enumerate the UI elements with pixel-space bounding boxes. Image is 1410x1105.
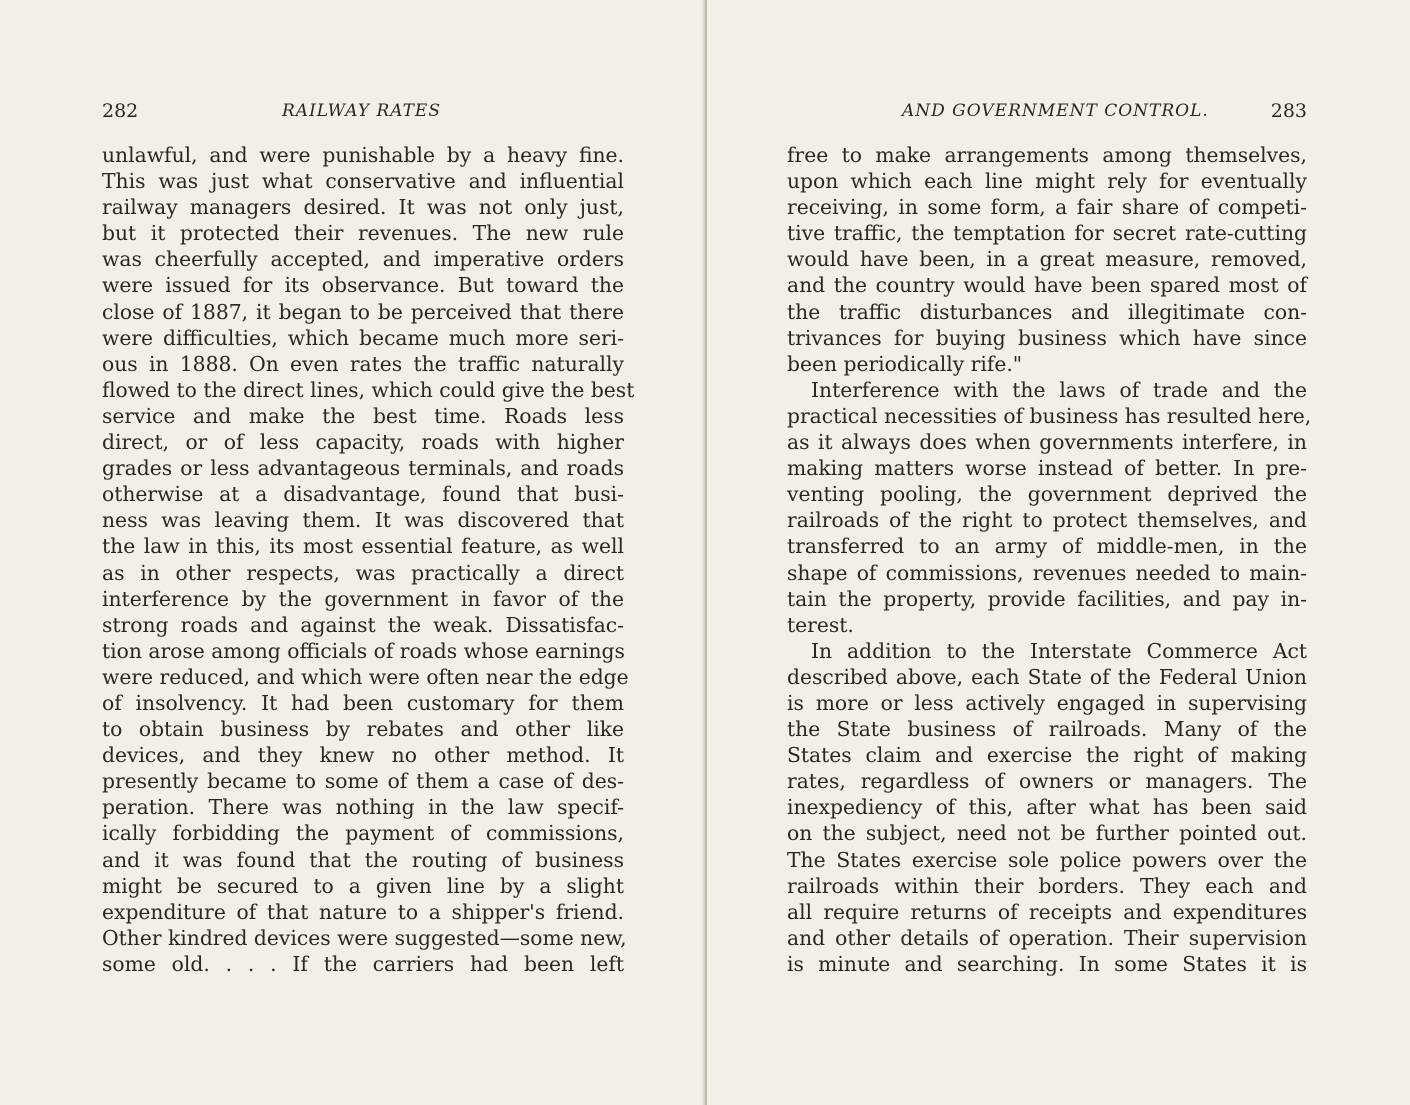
text-line: were issued for its observance. But toward the (102, 273, 624, 298)
text-line: described above, each State of the Federal Union (787, 664, 1307, 689)
text-line: as it always does when governments interfere, in (787, 430, 1307, 455)
running-head: RAILWAY RATES (282, 101, 441, 121)
text-line: This was just what conservative and influential (102, 169, 624, 194)
page-number: 282 (102, 100, 139, 122)
text-line: trivances for buying business which have since (787, 325, 1307, 350)
text-line: flowed to the direct lines, which could give the best (102, 377, 635, 402)
text-line: and it was found that the routing of business (102, 847, 624, 872)
text-line: rates, regardless of owners or managers. The (787, 769, 1307, 794)
text-line: but it protected their revenues. The new rule (102, 221, 624, 246)
text-line: and other details of operation. Their supervision (787, 925, 1307, 950)
text-line: In addition to the Interstate Commerce Act (811, 638, 1307, 663)
text-line: receiving, in some form, a fair share of competi- (787, 195, 1307, 220)
text-line: practical necessities of business has resulted here, (787, 403, 1312, 428)
text-line: devices, and they knew no other method. It (102, 743, 624, 768)
text-line: making matters worse instead of better. In pre- (787, 456, 1307, 481)
right-page-text (787, 142, 1312, 977)
text-line: tive traffic, the temptation for secret rate-cutting (787, 221, 1307, 246)
text-line: strong roads and against the weak. Dissatisfac- (102, 612, 624, 637)
text-line: railway managers desired. It was not only just, (102, 195, 624, 220)
text-line: the State business of railroads. Many of the (787, 717, 1307, 742)
text-line: the traffic disturbances and illegitimate con- (787, 299, 1307, 324)
text-line: shape of commissions, revenues needed to main- (787, 560, 1307, 585)
page-number: 283 (1270, 100, 1307, 122)
text-line: of insolvency. It had been customary for them (102, 690, 624, 715)
text-line: ically forbidding the payment of commissions, (102, 821, 624, 846)
text-line: would have been, in a great measure, removed, (787, 247, 1307, 272)
left-page-header (102, 96, 624, 126)
text-line: transferred to an army of middle-men, in the (787, 534, 1307, 559)
text-line: were difficulties, which became much more seri- (102, 325, 624, 350)
text-line: unlawful, and were punishable by a heavy fine. (102, 143, 624, 167)
text-line: direct, or of less capacity, roads with higher (102, 430, 624, 455)
text-line: peration. There was nothing in the law specif- (102, 795, 624, 820)
text-line: tain the property, provide facilities, and pay in- (787, 586, 1307, 611)
text-line: railroads of the right to protect themselves, and (787, 508, 1307, 533)
text-line: close of 1887, it began to be perceived that there (102, 299, 624, 324)
text-line: venting pooling, the government deprived the (787, 482, 1307, 507)
text-line: presently became to some of them a case of des- (102, 769, 624, 794)
text-line: were reduced, and which were often near the edge (102, 664, 629, 689)
text-line: ness was leaving them. It was discovered that (102, 508, 624, 533)
text-line: the law in this, its most essential feature, as well (102, 534, 624, 559)
text-line: ous in 1888. On even rates the traffic naturally (102, 351, 624, 376)
right-page-header (787, 96, 1307, 126)
text-line: interference by the government in favor of the (102, 586, 624, 611)
text-line: some old. . . . If the carriers had been left (102, 951, 624, 976)
text-line: all require returns of receipts and expenditures (787, 899, 1307, 924)
text-line: might be secured to a given line by a slight (102, 873, 624, 898)
text-line: railroads within their borders. They each and (787, 873, 1307, 898)
text-line: The States exercise sole police powers over the (787, 847, 1307, 872)
text-line: expenditure of that nature to a shipper's friend. (102, 899, 624, 924)
text-line: tion arose among officials of roads whose earnings (102, 638, 625, 663)
text-line: is minute and searching. In some States it is (787, 951, 1307, 976)
text-line: terest. (787, 612, 854, 637)
text-line: inexpediency of this, after what has been said (787, 795, 1307, 820)
text-line: Other kindred devices were suggested—some new, (102, 925, 627, 950)
text-line: free to make arrangements among themselves, (787, 143, 1307, 167)
text-line: was cheerfully accepted, and imperative orders (102, 247, 624, 272)
right-page (707, 0, 1410, 1105)
text-line: States claim and exercise the right of making (787, 743, 1307, 768)
running-head: AND GOVERNMENT CONTROL. (902, 101, 1209, 121)
text-line: been periodically rife." (787, 351, 1023, 376)
text-line: grades or less advantageous terminals, and roads (102, 456, 624, 481)
text-line: and the country would have been spared most of (787, 273, 1307, 298)
left-page-text (102, 142, 635, 977)
text-line: as in other respects, was practically a direct (102, 560, 624, 585)
text-line: Interference with the laws of trade and the (811, 377, 1307, 402)
text-line: on the subject, need not be further pointed out. (787, 821, 1307, 846)
text-line: service and make the best time. Roads less (102, 403, 624, 428)
text-line: to obtain business by rebates and other like (102, 717, 624, 742)
text-line: is more or less actively engaged in supervising (787, 690, 1307, 715)
text-line: otherwise at a disadvantage, found that busi- (102, 482, 624, 507)
text-line: upon which each line might rely for eventually (787, 169, 1307, 194)
